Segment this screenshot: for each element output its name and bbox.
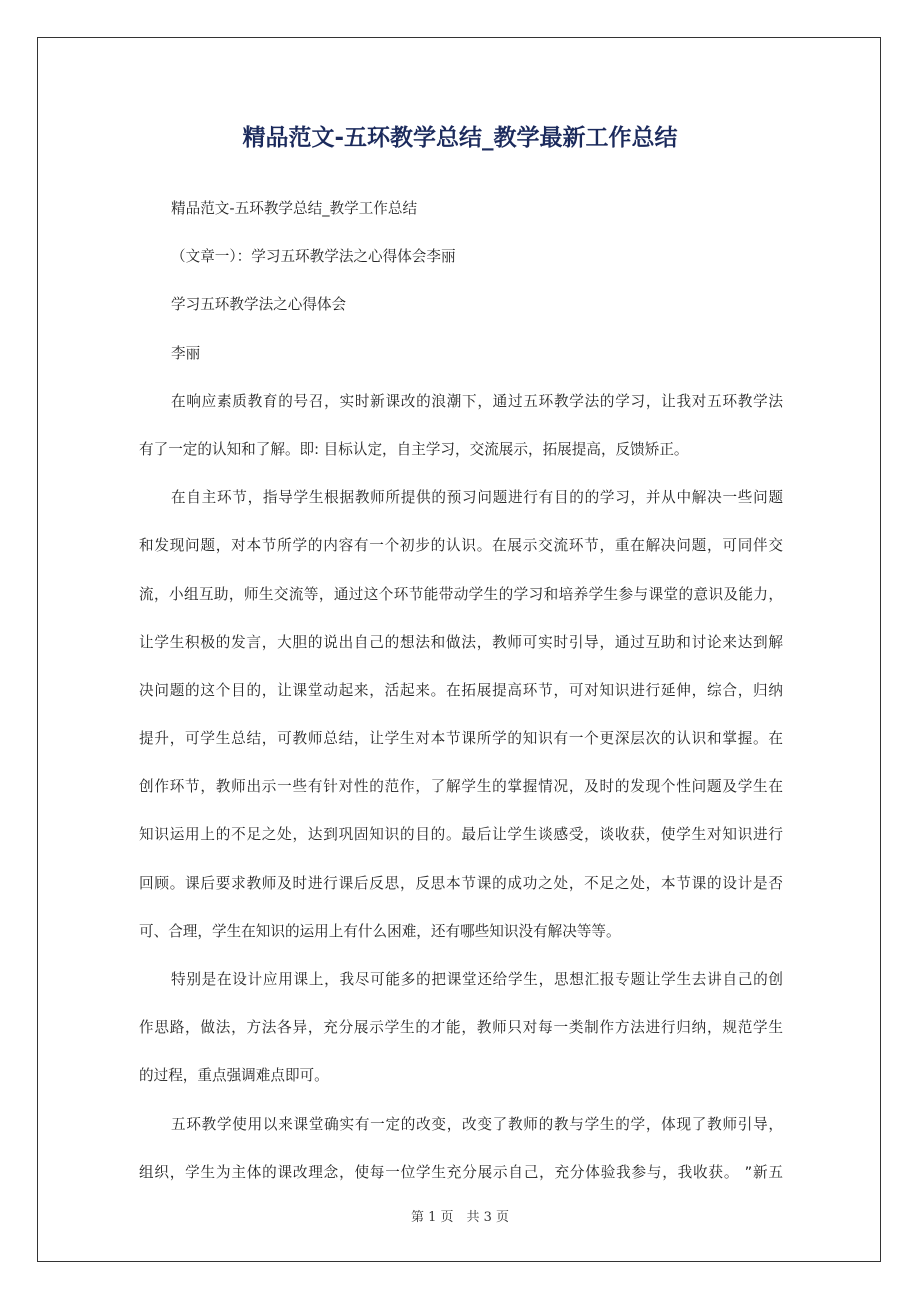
- body-line: 知识运用上的不足之处，达到巩固知识的目的。最后让学生谈感受，谈收获，使学生对知识进行: [139, 826, 783, 844]
- body-line: 有了一定的认知和了解。即: 目标认定，自主学习，交流展示，拓展提高，反馈矫正。: [139, 440, 689, 458]
- document-title: 精品范文-五环教学总结_教学最新工作总结: [242, 125, 678, 151]
- body-line: 在响应素质教育的号召，实时新课改的浪潮下，通过五环教学法的学习，让我对五环教学法: [171, 392, 783, 410]
- body-line: 组织，学生为主体的课改理念，使每一位学生充分展示自己，充分体验我参与，我收获。 ”新五: [139, 1163, 783, 1181]
- body-line: 决问题的这个目的，让课堂动起来，活起来。在拓展提高环节，可对知识进行延伸，综合，归纳: [139, 681, 783, 699]
- body-line: 五环教学使用以来课堂确实有一定的改变，改变了教师的教与学生的学，体现了教师引导，: [171, 1115, 783, 1133]
- body-line: 特别是在设计应用课上，我尽可能多的把课堂还给学生，思想汇报专题让学生去讲自己的创: [171, 971, 783, 988]
- body-line: 流，小组互助，师生交流等，通过这个环节能带动学生的学习和培养学生参与课堂的意识及能力，: [139, 585, 783, 603]
- body-line: 精品范文-五环教学总结_教学工作总结: [171, 200, 418, 217]
- body-line: 的过程，重点强调难点即可。: [139, 1067, 329, 1085]
- body-line: 作思路，做法，方法各异，充分展示学生的才能，教师只对每一类制作方法进行归纳，规范学生: [139, 1019, 783, 1037]
- body-line: 让学生积极的发言，大胆的说出自己的想法和做法，教师可实时引导，通过互助和讨论来达到解: [139, 633, 783, 651]
- body-line: 和发现问题，对本节所学的内容有一个初步的认识。在展示交流环节，重在解决问题，可同伴交: [139, 537, 783, 555]
- page-number: 第 1 页 共 3 页: [410, 1210, 510, 1225]
- body-line: 创作环节，教师出示一些有针对性的范作，了解学生的掌握情况，及时的发现个性问题及学生在: [139, 778, 783, 796]
- body-line: 李丽: [171, 344, 201, 362]
- document-body: [139, 185, 783, 1197]
- body-line: （文章一）：学习五环教学法之心得体会李丽: [171, 248, 456, 266]
- body-line: 可、合理，学生在知识的运用上有什么困难，还有哪些知识没有解决等等。: [139, 922, 621, 940]
- body-line: 学习五环教学法之心得体会: [171, 296, 347, 314]
- body-line: 提升，可学生总结，可教师总结，让学生对本节课所学的知识有一个更深层次的认识和掌握。在: [139, 730, 783, 748]
- body-line: 回顾。课后要求教师及时进行课后反思，反思本节课的成功之处，不足之处，本节课的设计是否: [139, 874, 783, 892]
- body-line: 在自主环节，指导学生根据教师所提供的预习问题进行有目的的学习，并从中解决一些问题: [171, 489, 783, 507]
